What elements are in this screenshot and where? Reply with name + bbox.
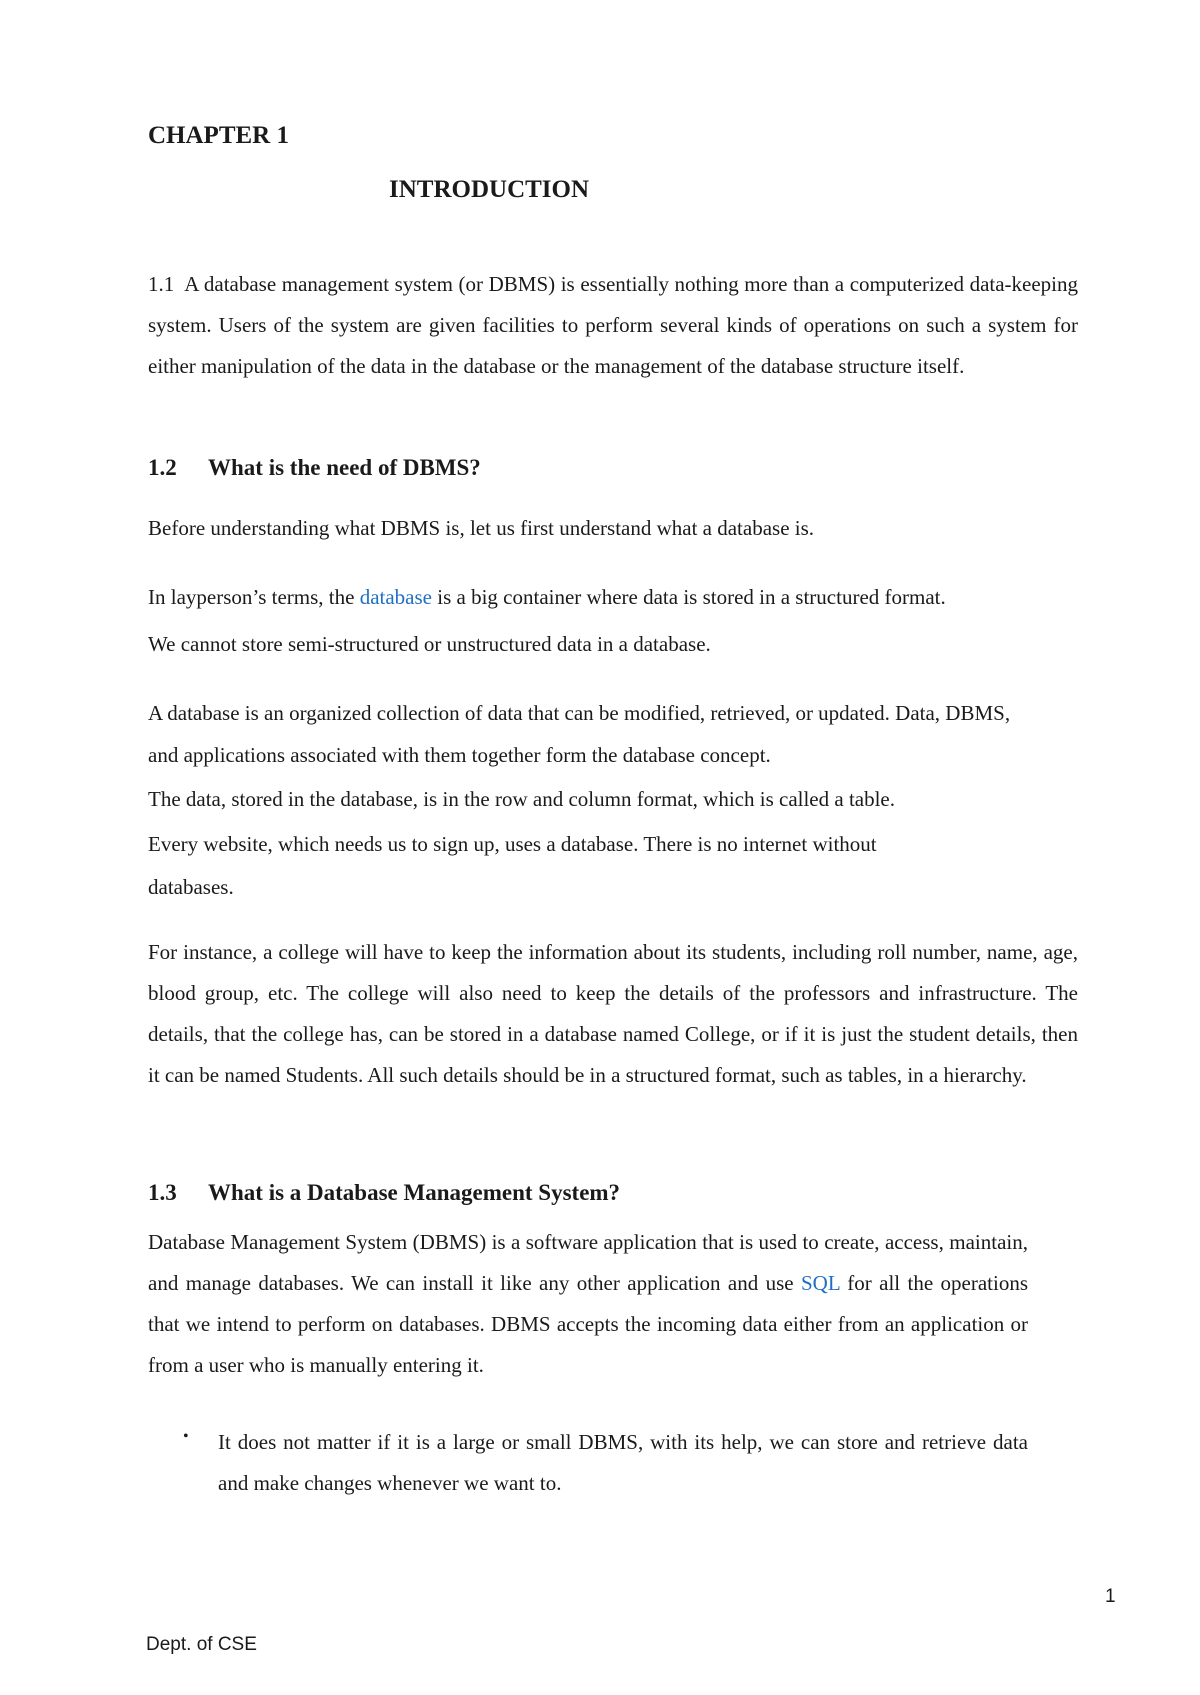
section-1-3-p1-before: Database Management System (DBMS) is a software application that is used to create, access, maintain, and manage databases. We can install it like any other application and use	[148, 1230, 1028, 1295]
section-1-3-p1	[148, 1222, 1028, 1386]
section-1-1-text: A database management system (or DBMS) is essentially nothing more than a computerized data-keeping system. Users of the system are given facilities to perform several kinds of operations on such a system for either manipulation of the data in the database or the management of the database structure itself.	[148, 272, 1079, 378]
sql-link[interactable]: SQL	[800, 1271, 840, 1295]
section-1-2-heading	[148, 455, 481, 481]
database-link[interactable]: database	[359, 585, 432, 609]
section-1-3-title: What is a Database Management System?	[208, 1180, 621, 1205]
section-1-2-p7: For instance, a college will have to keep the information about its students, including roll number, name, age, blood group, etc. The college will also need to keep the details of the professors and infrastructure. The details, that the college has, can be stored in a database named College, or if it is just the student details, then it can be named Students. All such details should be in a structured format, such as tables, in a hierarchy.	[148, 940, 1078, 1087]
section-1-2-p2	[148, 585, 946, 609]
section-1-2-p6-line1: Every website, which needs us to sign up, uses a database. There is no internet without	[148, 832, 877, 856]
bullet-icon: •	[183, 1428, 189, 1445]
page-number: 1	[1105, 1586, 1116, 1607]
page-title: INTRODUCTION	[389, 176, 590, 203]
section-1-2-title: What is the need of DBMS?	[208, 455, 481, 480]
section-1-2-p4-line2: and applications associated with them together form the database concept.	[148, 743, 771, 767]
bullet-item-text: It does not matter if it is a large or small DBMS, with its help, we can store and retrieve data and make changes whenever we want to.	[218, 1430, 1028, 1495]
section-1-2-p4-line1: A database is an organized collection of data that can be modified, retrieved, or updated. Data, DBMS,	[148, 701, 1011, 725]
section-1-2-p2-before: In layperson’s terms, the	[148, 585, 360, 609]
section-1-2-p2-after: is a big container where data is stored in a structured format.	[432, 585, 946, 609]
section-1-2-p3: We cannot store semi-structured or unstructured data in a database.	[148, 632, 711, 656]
section-1-1-number: 1.1	[148, 272, 175, 296]
section-1-3-number: 1.3	[148, 1180, 177, 1205]
chapter-label: CHAPTER 1	[148, 122, 289, 149]
section-1-2-p5: The data, stored in the database, is in the row and column format, which is called a table.	[148, 787, 896, 811]
section-1-2-number: 1.2	[148, 455, 177, 480]
section-1-1-paragraph	[148, 264, 1078, 387]
section-1-3-p1-after: for all the operations that we intend to perform on databases. DBMS accepts the incoming data either from an application or from a user who is manually entering it.	[148, 1271, 1028, 1377]
footer-dept: Dept. of CSE	[146, 1634, 257, 1655]
section-1-3-heading	[148, 1180, 620, 1206]
section-1-2-p6-line2: databases.	[148, 875, 234, 899]
section-1-2-p1: Before understanding what DBMS is, let us first understand what a database is.	[148, 516, 815, 540]
